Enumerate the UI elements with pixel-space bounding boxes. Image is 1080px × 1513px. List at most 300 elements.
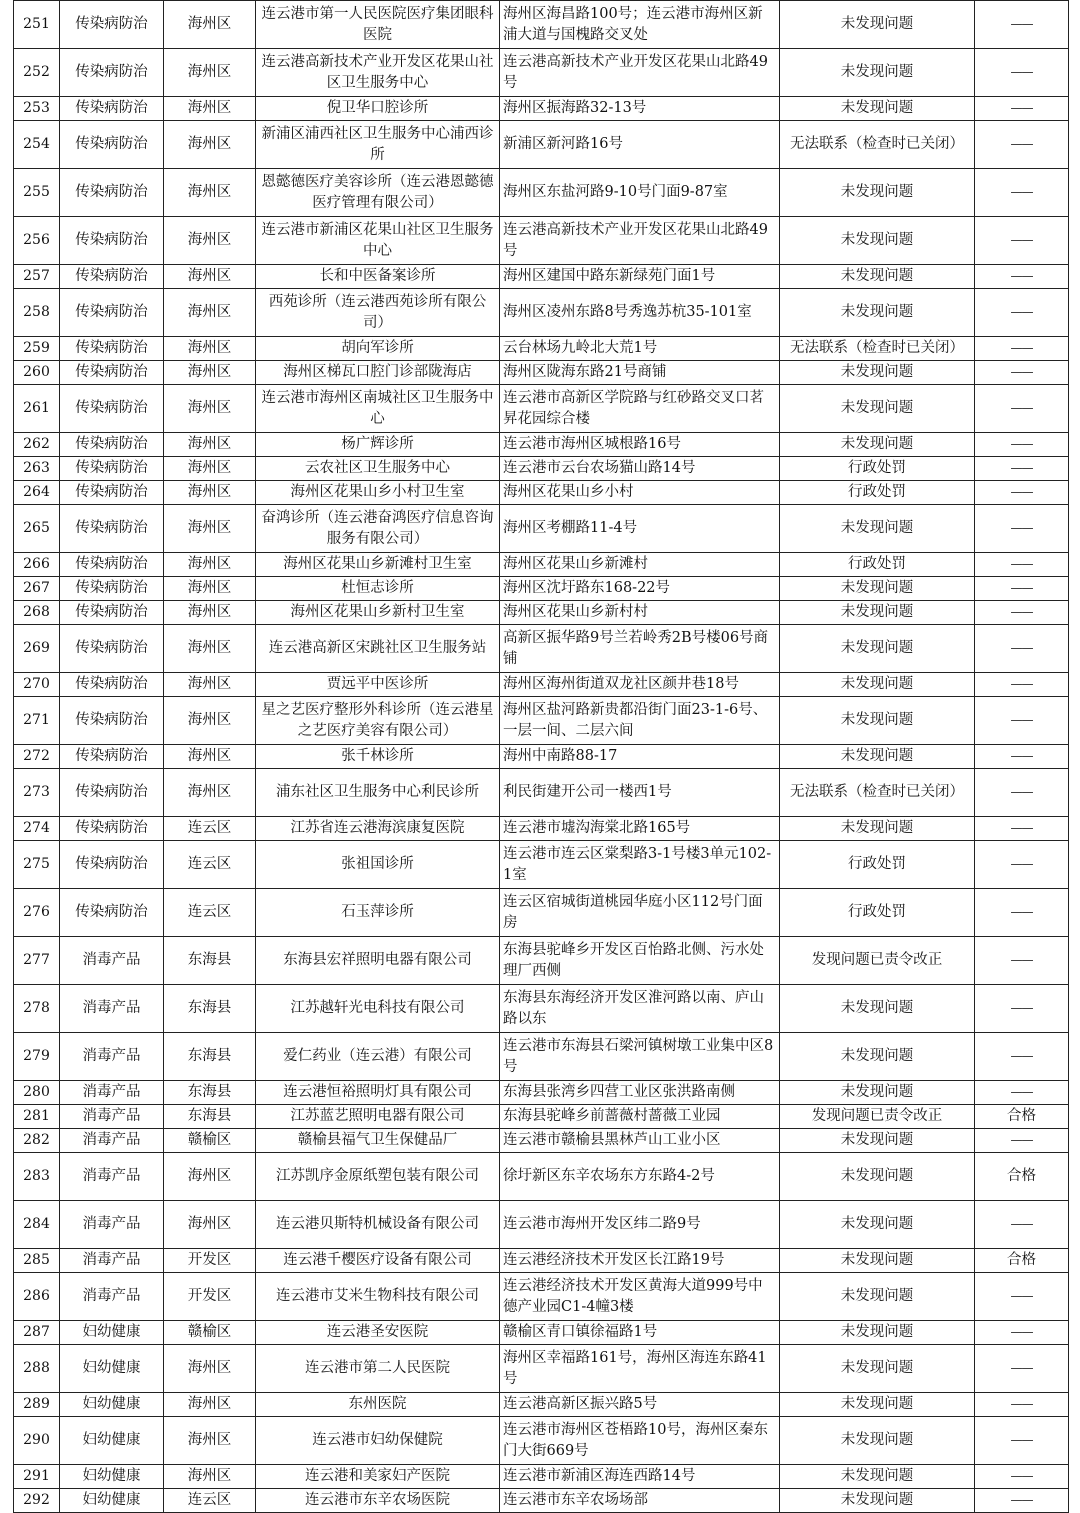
- result-cell: 未发现问题: [780, 169, 975, 217]
- category-cell: 消毒产品: [60, 1081, 164, 1105]
- result-cell: 未发现问题: [780, 265, 975, 289]
- note-cell: 合格: [975, 1105, 1069, 1129]
- note-cell: ——: [975, 1465, 1069, 1489]
- row-number-cell: 265: [14, 505, 60, 553]
- institution-name-cell: 连云港高新区宋跳社区卫生服务站: [256, 625, 500, 673]
- category-cell: 妇幼健康: [60, 1321, 164, 1345]
- district-cell: 海州区: [164, 433, 256, 457]
- district-cell: 海州区: [164, 601, 256, 625]
- row-number-cell: 260: [14, 361, 60, 385]
- result-cell: 未发现问题: [780, 49, 975, 97]
- district-cell: 东海县: [164, 937, 256, 985]
- institution-name-cell: 倪卫华口腔诊所: [256, 97, 500, 121]
- result-cell: 未发现问题: [780, 1321, 975, 1345]
- district-cell: 海州区: [164, 169, 256, 217]
- table-row: [14, 817, 1069, 841]
- address-cell: 海州区建国中路东新绿苑门面1号: [500, 265, 780, 289]
- address-cell: 赣榆区青口镇徐福路1号: [500, 1321, 780, 1345]
- district-cell: 东海县: [164, 1033, 256, 1081]
- table-row: [14, 769, 1069, 817]
- table-row: [14, 1465, 1069, 1489]
- row-number-cell: 266: [14, 553, 60, 577]
- table-row: [14, 1129, 1069, 1153]
- district-cell: 海州区: [164, 1465, 256, 1489]
- category-cell: 传染病防治: [60, 577, 164, 601]
- table-row: [14, 1417, 1069, 1465]
- result-cell: 行政处罚: [780, 481, 975, 505]
- category-cell: 传染病防治: [60, 745, 164, 769]
- category-cell: 传染病防治: [60, 841, 164, 889]
- row-number-cell: 292: [14, 1489, 60, 1513]
- row-number-cell: 254: [14, 121, 60, 169]
- table-row: [14, 337, 1069, 361]
- district-cell: 海州区: [164, 1201, 256, 1249]
- row-number-cell: 251: [14, 1, 60, 49]
- category-cell: 传染病防治: [60, 505, 164, 553]
- address-cell: 海州区盐河路新贵都沿街门面23-1-6号、一层一间、二层六间: [500, 697, 780, 745]
- row-number-cell: 253: [14, 97, 60, 121]
- note-cell: ——: [975, 289, 1069, 337]
- category-cell: 传染病防治: [60, 169, 164, 217]
- note-cell: ——: [975, 937, 1069, 985]
- institution-name-cell: 连云港市妇幼保健院: [256, 1417, 500, 1465]
- note-cell: ——: [975, 745, 1069, 769]
- row-number-cell: 259: [14, 337, 60, 361]
- address-cell: 海州区花果山乡新滩村: [500, 553, 780, 577]
- category-cell: 传染病防治: [60, 121, 164, 169]
- row-number-cell: 281: [14, 1105, 60, 1129]
- district-cell: 连云区: [164, 841, 256, 889]
- institution-name-cell: 连云港恒裕照明灯具有限公司: [256, 1081, 500, 1105]
- district-cell: 海州区: [164, 217, 256, 265]
- result-cell: 无法联系（检查时已关闭）: [780, 769, 975, 817]
- address-cell: 徐圩新区东辛农场东方东路4-2号: [500, 1153, 780, 1201]
- inspection-results-table: [13, 0, 1069, 1513]
- category-cell: 消毒产品: [60, 937, 164, 985]
- category-cell: 消毒产品: [60, 1105, 164, 1129]
- category-cell: 传染病防治: [60, 385, 164, 433]
- district-cell: 海州区: [164, 1393, 256, 1417]
- district-cell: 海州区: [164, 553, 256, 577]
- institution-name-cell: 张千林诊所: [256, 745, 500, 769]
- address-cell: 连云港市海州区苍梧路10号，海州区秦东门大街669号: [500, 1417, 780, 1465]
- row-number-cell: 256: [14, 217, 60, 265]
- note-cell: ——: [975, 1081, 1069, 1105]
- table-row: [14, 97, 1069, 121]
- category-cell: 消毒产品: [60, 1249, 164, 1273]
- address-cell: 连云港市云台农场猫山路14号: [500, 457, 780, 481]
- address-cell: 海州区幸福路161号，海州区海连东路41号: [500, 1345, 780, 1393]
- district-cell: 东海县: [164, 1105, 256, 1129]
- address-cell: 连云港市东海县石梁河镇树墩工业集中区8号: [500, 1033, 780, 1081]
- institution-name-cell: 张祖国诊所: [256, 841, 500, 889]
- institution-name-cell: 奋鸿诊所（连云港奋鸿医疗信息咨询服务有限公司）: [256, 505, 500, 553]
- institution-name-cell: 海州区花果山乡小村卫生室: [256, 481, 500, 505]
- result-cell: 无法联系（检查时已关闭）: [780, 337, 975, 361]
- note-cell: ——: [975, 625, 1069, 673]
- institution-name-cell: 爱仁药业（连云港）有限公司: [256, 1033, 500, 1081]
- note-cell: ——: [975, 265, 1069, 289]
- row-number-cell: 263: [14, 457, 60, 481]
- row-number-cell: 280: [14, 1081, 60, 1105]
- note-cell: ——: [975, 1417, 1069, 1465]
- row-number-cell: 271: [14, 697, 60, 745]
- address-cell: 连云港高新区振兴路5号: [500, 1393, 780, 1417]
- address-cell: 连云港市高新区学院路与红砂路交叉口茗昇花园综合楼: [500, 385, 780, 433]
- district-cell: 海州区: [164, 625, 256, 673]
- address-cell: 利民街建开公司一楼西1号: [500, 769, 780, 817]
- row-number-cell: 287: [14, 1321, 60, 1345]
- address-cell: 连云港经济技术开发区长江路19号: [500, 1249, 780, 1273]
- table-row: [14, 553, 1069, 577]
- table-row: [14, 289, 1069, 337]
- table-row: [14, 217, 1069, 265]
- category-cell: 消毒产品: [60, 1201, 164, 1249]
- district-cell: 海州区: [164, 745, 256, 769]
- note-cell: ——: [975, 841, 1069, 889]
- note-cell: ——: [975, 49, 1069, 97]
- row-number-cell: 255: [14, 169, 60, 217]
- institution-name-cell: 长和中医备案诊所: [256, 265, 500, 289]
- result-cell: 未发现问题: [780, 1345, 975, 1393]
- category-cell: 传染病防治: [60, 217, 164, 265]
- category-cell: 传染病防治: [60, 49, 164, 97]
- institution-name-cell: 江苏凯序金原纸塑包装有限公司: [256, 1153, 500, 1201]
- result-cell: 未发现问题: [780, 1, 975, 49]
- result-cell: 发现问题已责令改正: [780, 937, 975, 985]
- category-cell: 传染病防治: [60, 769, 164, 817]
- result-cell: 未发现问题: [780, 1153, 975, 1201]
- district-cell: 海州区: [164, 121, 256, 169]
- district-cell: 东海县: [164, 1081, 256, 1105]
- institution-name-cell: 石玉萍诊所: [256, 889, 500, 937]
- result-cell: 未发现问题: [780, 385, 975, 433]
- table-row: [14, 1249, 1069, 1273]
- result-cell: 未发现问题: [780, 601, 975, 625]
- note-cell: ——: [975, 1345, 1069, 1393]
- row-number-cell: 252: [14, 49, 60, 97]
- row-number-cell: 290: [14, 1417, 60, 1465]
- note-cell: ——: [975, 553, 1069, 577]
- institution-name-cell: 连云港市新浦区花果山社区卫生服务中心: [256, 217, 500, 265]
- result-cell: 未发现问题: [780, 97, 975, 121]
- table-row: [14, 1393, 1069, 1417]
- address-cell: 连云港市新浦区海连西路14号: [500, 1465, 780, 1489]
- district-cell: 海州区: [164, 49, 256, 97]
- district-cell: 海州区: [164, 1345, 256, 1393]
- note-cell: ——: [975, 1129, 1069, 1153]
- note-cell: ——: [975, 121, 1069, 169]
- table-row: [14, 361, 1069, 385]
- district-cell: 海州区: [164, 505, 256, 553]
- note-cell: 合格: [975, 1249, 1069, 1273]
- result-cell: 行政处罚: [780, 457, 975, 481]
- district-cell: 海州区: [164, 265, 256, 289]
- row-number-cell: 279: [14, 1033, 60, 1081]
- row-number-cell: 269: [14, 625, 60, 673]
- district-cell: 连云区: [164, 1489, 256, 1513]
- row-number-cell: 289: [14, 1393, 60, 1417]
- row-number-cell: 261: [14, 385, 60, 433]
- note-cell: ——: [975, 361, 1069, 385]
- institution-name-cell: 连云港高新技术产业开发区花果山社区卫生服务中心: [256, 49, 500, 97]
- category-cell: 妇幼健康: [60, 1465, 164, 1489]
- table-row: [14, 169, 1069, 217]
- row-number-cell: 291: [14, 1465, 60, 1489]
- district-cell: 海州区: [164, 385, 256, 433]
- institution-name-cell: 连云港市艾米生物科技有限公司: [256, 1273, 500, 1321]
- note-cell: ——: [975, 1033, 1069, 1081]
- district-cell: 东海县: [164, 985, 256, 1033]
- address-cell: 海州区振海路32-13号: [500, 97, 780, 121]
- table-row: [14, 1033, 1069, 1081]
- category-cell: 传染病防治: [60, 697, 164, 745]
- result-cell: 未发现问题: [780, 1393, 975, 1417]
- row-number-cell: 257: [14, 265, 60, 289]
- note-cell: ——: [975, 601, 1069, 625]
- note-cell: ——: [975, 505, 1069, 553]
- result-cell: 行政处罚: [780, 553, 975, 577]
- table-row: [14, 1153, 1069, 1201]
- result-cell: 未发现问题: [780, 1273, 975, 1321]
- category-cell: 妇幼健康: [60, 1417, 164, 1465]
- district-cell: 连云区: [164, 889, 256, 937]
- note-cell: ——: [975, 673, 1069, 697]
- institution-name-cell: 连云港和美家妇产医院: [256, 1465, 500, 1489]
- note-cell: ——: [975, 1273, 1069, 1321]
- address-cell: 连云港市海州区城根路16号: [500, 433, 780, 457]
- note-cell: ——: [975, 217, 1069, 265]
- table-row: [14, 1489, 1069, 1513]
- note-cell: ——: [975, 1393, 1069, 1417]
- result-cell: 无法联系（检查时已关闭）: [780, 121, 975, 169]
- note-cell: ——: [975, 385, 1069, 433]
- category-cell: 消毒产品: [60, 1033, 164, 1081]
- result-cell: 未发现问题: [780, 577, 975, 601]
- result-cell: 未发现问题: [780, 625, 975, 673]
- institution-name-cell: 江苏越轩光电科技有限公司: [256, 985, 500, 1033]
- result-cell: 未发现问题: [780, 289, 975, 337]
- institution-name-cell: 西苑诊所（连云港西苑诊所有限公司）: [256, 289, 500, 337]
- category-cell: 传染病防治: [60, 625, 164, 673]
- institution-name-cell: 连云港市海州区南城社区卫生服务中心: [256, 385, 500, 433]
- result-cell: 未发现问题: [780, 1249, 975, 1273]
- district-cell: 海州区: [164, 97, 256, 121]
- table-row: [14, 481, 1069, 505]
- institution-name-cell: 杜恒志诊所: [256, 577, 500, 601]
- address-cell: 云台林场九岭北大荒1号: [500, 337, 780, 361]
- district-cell: 开发区: [164, 1249, 256, 1273]
- row-number-cell: 270: [14, 673, 60, 697]
- note-cell: ——: [975, 889, 1069, 937]
- institution-name-cell: 海州区花果山乡新滩村卫生室: [256, 553, 500, 577]
- district-cell: 海州区: [164, 673, 256, 697]
- category-cell: 传染病防治: [60, 817, 164, 841]
- category-cell: 传染病防治: [60, 97, 164, 121]
- result-cell: 行政处罚: [780, 889, 975, 937]
- address-cell: 海州区陇海东路21号商铺: [500, 361, 780, 385]
- result-cell: 未发现问题: [780, 1033, 975, 1081]
- category-cell: 妇幼健康: [60, 1489, 164, 1513]
- result-cell: 未发现问题: [780, 433, 975, 457]
- table-row: [14, 1201, 1069, 1249]
- address-cell: 海州区海昌路100号；连云港市海州区新浦大道与国槐路交叉处: [500, 1, 780, 49]
- address-cell: 海州区凌州东路8号秀逸苏杭35-101室: [500, 289, 780, 337]
- district-cell: 连云区: [164, 817, 256, 841]
- institution-name-cell: 连云港千樱医疗设备有限公司: [256, 1249, 500, 1273]
- note-cell: ——: [975, 1, 1069, 49]
- category-cell: 传染病防治: [60, 337, 164, 361]
- row-number-cell: 285: [14, 1249, 60, 1273]
- district-cell: 海州区: [164, 697, 256, 745]
- institution-name-cell: 浦东社区卫生服务中心利民诊所: [256, 769, 500, 817]
- table-row: [14, 121, 1069, 169]
- table-row: [14, 697, 1069, 745]
- institution-name-cell: 海州区梯瓦口腔门诊部陇海店: [256, 361, 500, 385]
- table-row: [14, 889, 1069, 937]
- table-row: [14, 601, 1069, 625]
- row-number-cell: 272: [14, 745, 60, 769]
- district-cell: 海州区: [164, 1417, 256, 1465]
- institution-name-cell: 连云港市第一人民医院医疗集团眼科医院: [256, 1, 500, 49]
- result-cell: 未发现问题: [780, 505, 975, 553]
- district-cell: 海州区: [164, 577, 256, 601]
- institution-name-cell: 连云港圣安医院: [256, 1321, 500, 1345]
- row-number-cell: 274: [14, 817, 60, 841]
- result-cell: 未发现问题: [780, 745, 975, 769]
- institution-name-cell: 东海县宏祥照明电器有限公司: [256, 937, 500, 985]
- note-cell: ——: [975, 1321, 1069, 1345]
- note-cell: ——: [975, 337, 1069, 361]
- institution-name-cell: 恩懿德医疗美容诊所（连云港恩懿德医疗管理有限公司）: [256, 169, 500, 217]
- address-cell: 连云区宿城街道桃园华庭小区112号门面房: [500, 889, 780, 937]
- row-number-cell: 286: [14, 1273, 60, 1321]
- note-cell: 合格: [975, 1153, 1069, 1201]
- address-cell: 连云港经济技术开发区黄海大道999号中德产业园C1-4幢3楼: [500, 1273, 780, 1321]
- address-cell: 海州区花果山乡小村: [500, 481, 780, 505]
- table-row: [14, 1273, 1069, 1321]
- table-row: [14, 433, 1069, 457]
- table-row: [14, 1081, 1069, 1105]
- category-cell: 传染病防治: [60, 289, 164, 337]
- row-number-cell: 283: [14, 1153, 60, 1201]
- result-cell: 未发现问题: [780, 1129, 975, 1153]
- address-cell: 东海县驼峰乡前蔷薇村蔷薇工业园: [500, 1105, 780, 1129]
- result-cell: 未发现问题: [780, 817, 975, 841]
- row-number-cell: 278: [14, 985, 60, 1033]
- result-cell: 未发现问题: [780, 1081, 975, 1105]
- institution-name-cell: 杨广辉诊所: [256, 433, 500, 457]
- address-cell: 海州区花果山乡新村村: [500, 601, 780, 625]
- table-row: [14, 265, 1069, 289]
- category-cell: 传染病防治: [60, 481, 164, 505]
- row-number-cell: 276: [14, 889, 60, 937]
- result-cell: 未发现问题: [780, 217, 975, 265]
- table-row: [14, 385, 1069, 433]
- district-cell: 海州区: [164, 481, 256, 505]
- note-cell: ——: [975, 433, 1069, 457]
- district-cell: 海州区: [164, 457, 256, 481]
- district-cell: 海州区: [164, 769, 256, 817]
- category-cell: 传染病防治: [60, 889, 164, 937]
- category-cell: 妇幼健康: [60, 1345, 164, 1393]
- row-number-cell: 268: [14, 601, 60, 625]
- row-number-cell: 262: [14, 433, 60, 457]
- category-cell: 传染病防治: [60, 265, 164, 289]
- address-cell: 连云港市墟沟海棠北路165号: [500, 817, 780, 841]
- category-cell: 传染病防治: [60, 457, 164, 481]
- address-cell: 海州中南路88-17: [500, 745, 780, 769]
- row-number-cell: 267: [14, 577, 60, 601]
- row-number-cell: 288: [14, 1345, 60, 1393]
- table-row: [14, 985, 1069, 1033]
- note-cell: ——: [975, 169, 1069, 217]
- note-cell: ——: [975, 817, 1069, 841]
- category-cell: 传染病防治: [60, 601, 164, 625]
- row-number-cell: 277: [14, 937, 60, 985]
- result-cell: 未发现问题: [780, 1201, 975, 1249]
- district-cell: 海州区: [164, 1, 256, 49]
- table-row: [14, 937, 1069, 985]
- institution-name-cell: 江苏蓝艺照明电器有限公司: [256, 1105, 500, 1129]
- address-cell: 连云港市赣榆县黑林芦山工业小区: [500, 1129, 780, 1153]
- category-cell: 妇幼健康: [60, 1393, 164, 1417]
- note-cell: ——: [975, 97, 1069, 121]
- category-cell: 消毒产品: [60, 1153, 164, 1201]
- table-row: [14, 841, 1069, 889]
- institution-name-cell: 贾远平中医诊所: [256, 673, 500, 697]
- address-cell: 高新区振华路9号兰若岭秀2B号楼06号商铺: [500, 625, 780, 673]
- category-cell: 消毒产品: [60, 1129, 164, 1153]
- address-cell: 连云港高新技术产业开发区花果山北路49号: [500, 217, 780, 265]
- institution-name-cell: 海州区花果山乡新村卫生室: [256, 601, 500, 625]
- address-cell: 新浦区新河路16号: [500, 121, 780, 169]
- table-row: [14, 457, 1069, 481]
- institution-name-cell: 胡向军诊所: [256, 337, 500, 361]
- category-cell: 传染病防治: [60, 433, 164, 457]
- table-body: [14, 1, 1069, 1513]
- district-cell: 海州区: [164, 289, 256, 337]
- address-cell: 连云港高新技术产业开发区花果山北路49号: [500, 49, 780, 97]
- address-cell: 东海县张湾乡四营工业区张洪路南侧: [500, 1081, 780, 1105]
- row-number-cell: 258: [14, 289, 60, 337]
- address-cell: 海州区东盐河路9-10号门面9-87室: [500, 169, 780, 217]
- district-cell: 赣榆区: [164, 1321, 256, 1345]
- address-cell: 东海县东海经济开发区淮河路以南、庐山路以东: [500, 985, 780, 1033]
- category-cell: 传染病防治: [60, 553, 164, 577]
- table-row: [14, 625, 1069, 673]
- row-number-cell: 264: [14, 481, 60, 505]
- result-cell: 发现问题已责令改正: [780, 1105, 975, 1129]
- row-number-cell: 284: [14, 1201, 60, 1249]
- table-row: [14, 505, 1069, 553]
- note-cell: ——: [975, 985, 1069, 1033]
- row-number-cell: 275: [14, 841, 60, 889]
- category-cell: 传染病防治: [60, 1, 164, 49]
- district-cell: 赣榆区: [164, 1129, 256, 1153]
- district-cell: 开发区: [164, 1273, 256, 1321]
- note-cell: ——: [975, 1201, 1069, 1249]
- institution-name-cell: 新浦区浦西社区卫生服务中心浦西诊所: [256, 121, 500, 169]
- address-cell: 连云港市连云区棠梨路3-1号楼3单元102-1室: [500, 841, 780, 889]
- result-cell: 未发现问题: [780, 1465, 975, 1489]
- table-row: [14, 577, 1069, 601]
- institution-name-cell: 江苏省连云港海滨康复医院: [256, 817, 500, 841]
- district-cell: 海州区: [164, 337, 256, 361]
- institution-name-cell: 东州医院: [256, 1393, 500, 1417]
- note-cell: ——: [975, 577, 1069, 601]
- note-cell: ——: [975, 481, 1069, 505]
